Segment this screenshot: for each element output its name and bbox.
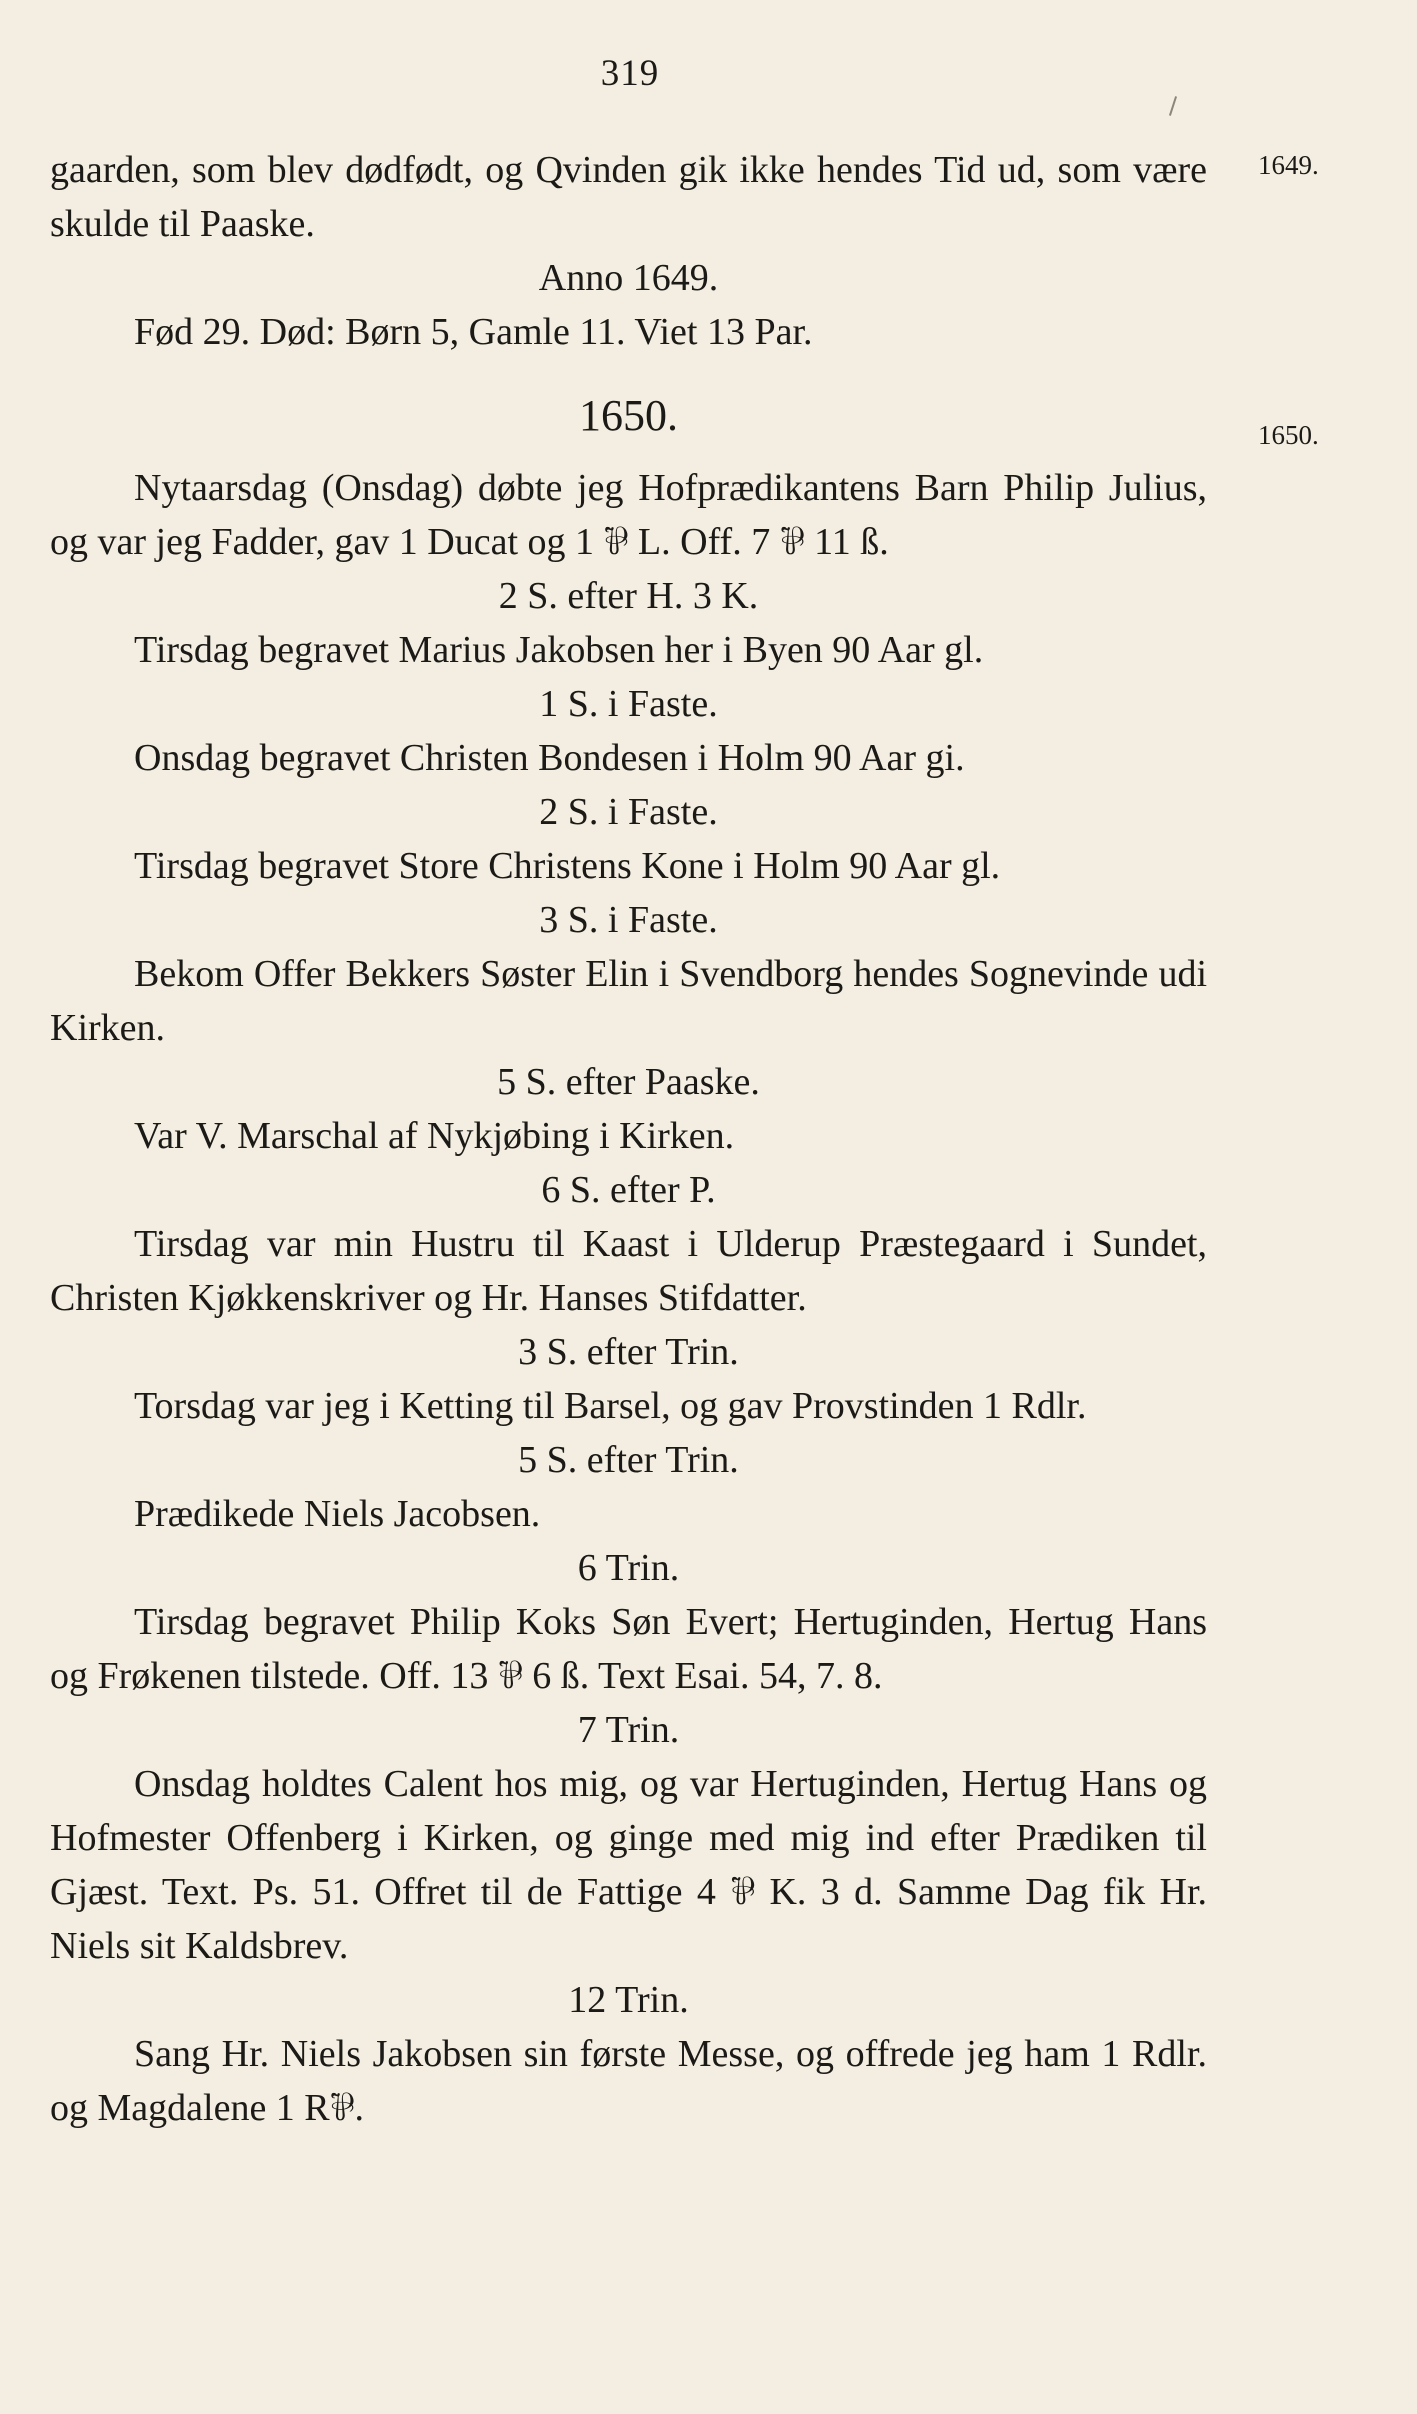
section-heading: Anno 1649.	[538, 257, 719, 299]
paragraph: Prædikede Niels Jacobsen.	[134, 1493, 541, 1535]
paragraph: Onsdag begravet Christen Bondesen i Holm 90 Aar gi.	[134, 737, 965, 779]
paragraph: Tirsdag begravet Marius Jakobsen her i Byen 90 Aar gl.	[134, 629, 984, 671]
paragraph: Bekom Offer Bekkers Søster Elin i Svendborg hendes Sognevinde udi Kirken.	[50, 953, 1207, 1049]
paragraph: Tirsdag begravet Store Christens Kone i Holm 90 Aar gl.	[134, 845, 1001, 887]
year-heading: 1650.	[579, 391, 678, 440]
paragraph: Fød 29. Død: Børn 5, Gamle 11. Viet 13 Par.	[134, 311, 813, 353]
paragraph: gaarden, som blev dødfødt, og Qvinden gik ikke hendes Tid ud, som være skulde til Paaske.	[50, 149, 1207, 245]
paragraph: Tirsdag begravet Philip Koks Søn Evert; Hertuginden, Hertug Hans og Frøkenen tilstede. Off. 13 ⅌ 6 ß. Text Esai. 54, 7. 8.	[50, 1601, 1207, 1697]
paper-mark	[1169, 96, 1177, 116]
section-heading: 12 Trin.	[568, 1979, 689, 2021]
section-heading: 5 S. efter Trin.	[518, 1439, 739, 1481]
section-heading: 1 S. i Faste.	[539, 683, 718, 725]
paragraph: Torsdag var jeg i Ketting til Barsel, og gav Provstinden 1 Rdlr.	[134, 1385, 1087, 1427]
section-heading: 3 S. i Faste.	[539, 899, 718, 941]
section-heading: 6 Trin.	[577, 1547, 680, 1589]
paragraph: Sang Hr. Niels Jakobsen sin første Messe, og offrede jeg ham 1 Rdlr. og Magdalene 1 R⅌.	[50, 2033, 1207, 2129]
paragraph: Nytaarsdag (Onsdag) døbte jeg Hofprædikantens Barn Philip Julius, og var jeg Fadder, gav 1 Ducat og 1 ⅌ L. Off. 7 ⅌ 11 ß.	[50, 467, 1207, 563]
section-heading: 7 Trin.	[577, 1709, 680, 1751]
page-number: 319	[600, 53, 660, 94]
paragraph: Onsdag holdtes Calent hos mig, og var Hertuginden, Hertug Hans og Hofmester Offenberg i Kirken, og ginge med mig ind efter Prædiken til Gjæst. Text. Ps. 51. Offret til de Fattige 4 ⅌ K. 3 d. Samme Dag fik Hr. Niels sit Kaldsbrev.	[50, 1763, 1207, 1967]
section-heading: 6 S. efter P.	[541, 1169, 716, 1211]
margin-note-1650: 1650.	[1258, 420, 1319, 450]
section-heading: 2 S. efter H. 3 K.	[498, 575, 759, 617]
body-text	[50, 143, 1207, 2135]
section-heading: 5 S. efter Paaske.	[497, 1061, 760, 1103]
section-heading: 2 S. i Faste.	[539, 791, 718, 833]
paragraph: Tirsdag var min Hustru til Kaast i Ulderup Præstegaard i Sundet, Christen Kjøkkenskriver og Hr. Hanses Stifdatter.	[50, 1223, 1207, 1319]
section-heading: 3 S. efter Trin.	[518, 1331, 739, 1373]
margin-note-1649: 1649.	[1258, 150, 1319, 180]
paragraph: Var V. Marschal af Nykjøbing i Kirken.	[134, 1115, 735, 1157]
